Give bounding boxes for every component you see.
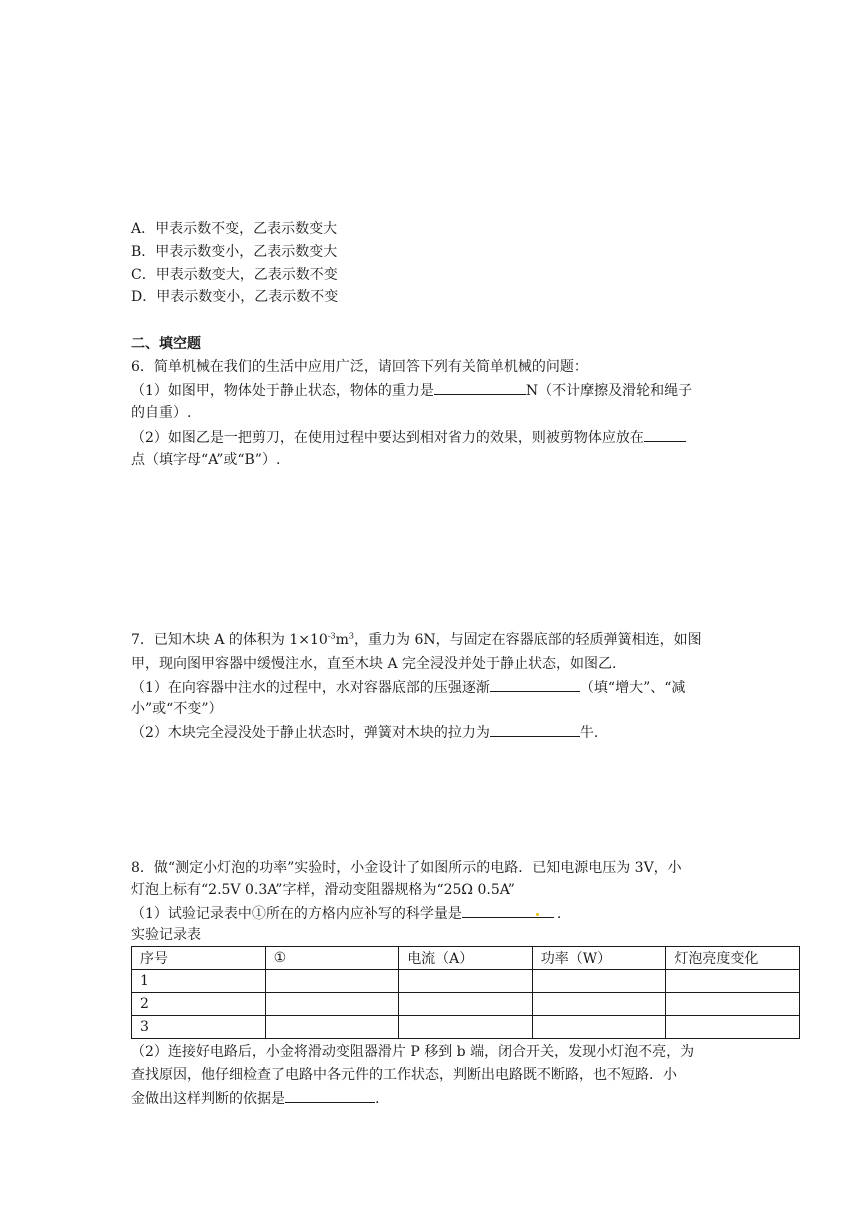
table-cell[interactable]: [399, 1016, 533, 1039]
table-cell[interactable]: [666, 970, 800, 993]
q8-part1-text: （1）试验记录表中①所在的方格内应补写的科学量是: [131, 906, 462, 922]
q7-part2-text-after: 牛.: [579, 725, 599, 741]
q8-part1-text-after: .: [556, 906, 562, 922]
table-cell[interactable]: [265, 1016, 399, 1039]
q8-part1: [131, 903, 561, 924]
q6-part2: [131, 427, 686, 448]
option-d: D．甲表示数变小，乙表示数不变: [131, 289, 339, 305]
q7-exp: -3: [327, 631, 336, 641]
section-title: 二、填空题: [131, 336, 201, 352]
q8-answer-blank-2[interactable]: [285, 1088, 375, 1103]
table-cell: 3: [132, 1016, 266, 1039]
table-cell[interactable]: [532, 970, 666, 993]
q8-answer-blank-1[interactable]: [462, 903, 554, 918]
table-cell[interactable]: [399, 970, 533, 993]
table-header-cell: 功率（W）: [532, 947, 666, 970]
q7-exp2: 3: [348, 631, 354, 641]
q6-answer-blank-1[interactable]: [434, 380, 526, 395]
table-cell[interactable]: [265, 993, 399, 1016]
table-cell: 2: [132, 993, 266, 1016]
table-row: [132, 970, 800, 993]
q7-text-a: 7．已知木块 A 的体积为 1×10: [131, 632, 328, 648]
table-cell[interactable]: [265, 970, 399, 993]
q7-part2-text: （2）木块完全浸没处于静止状态时，弹簧对木块的拉力为: [131, 725, 490, 741]
table-header-cell: 灯泡亮度变化: [666, 947, 800, 970]
q7-answer-blank-2[interactable]: [490, 722, 580, 737]
q6-part1-cont: 的自重）.: [131, 405, 192, 421]
q8-part2-line1: （2）连接好电路后，小金将滑动变阻器滑片 P 移到 b 端，闭合开关，发现小灯泡不亮，为: [131, 1044, 695, 1060]
q7-text-b: m: [335, 632, 349, 648]
q6-part2-text: （2）如图乙是一把剪刀，在使用过程中要达到相对省力的效果，则被剪物体应放在: [131, 430, 644, 446]
q6-answer-blank-2[interactable]: [644, 427, 686, 442]
q7-stem-line2: 甲，现向图甲容器中缓慢注水，直至木块 A 完全浸没并处于静止状态，如图乙.: [131, 656, 617, 672]
option-c: C．甲表示数变大，乙表示数不变: [131, 267, 338, 283]
table-cell[interactable]: [399, 993, 533, 1016]
q6-part2-cont: 点（填字母“A”或“B”）.: [131, 452, 281, 468]
q7-text-c: ，重力为 6N，与固定在容器底部的轻质弹簧相连，如图: [354, 632, 702, 648]
table-header-cell: ①: [265, 947, 399, 970]
q6-stem: 6．简单机械在我们的生活中应用广泛，请回答下列有关简单机械的问题：: [131, 359, 588, 375]
q8-part2-text: 金做出这样判断的依据是: [131, 1091, 285, 1107]
q7-part2: [131, 722, 598, 743]
q7-part1: [131, 677, 685, 698]
q8-part2-text-after: .: [375, 1091, 380, 1107]
q7-part1-text-after: （填“增大”、“减: [579, 680, 686, 696]
q8-stem-line2: 灯泡上标有“2.5V 0.3A”字样，滑动变阻器规格为“25Ω 0.5A”: [131, 882, 515, 898]
q8-stem-line1: 8．做“测定小灯泡的功率”实验时，小金设计了如图所示的电路．已知电源电压为 3V，小: [131, 860, 682, 876]
q8-part2-line3: [131, 1088, 379, 1109]
table-row: [132, 993, 800, 1016]
table-cell[interactable]: [666, 993, 800, 1016]
q6-part1-text-after: N（不计摩擦及滑轮和绳子: [525, 383, 693, 399]
experiment-record-table: [131, 946, 800, 1039]
yellow-dot-mark: [536, 913, 539, 916]
q6-part1: [131, 380, 692, 401]
table-header-cell: 电流（A）: [399, 947, 533, 970]
option-b: B．甲表示数变小，乙表示数变大: [131, 244, 338, 260]
q7-part1-cont: 小”或“不变”）: [131, 701, 223, 717]
q8-part2-line2: 查找原因，他仔细检查了电路中各元件的工作状态，判断出电路既不断路，也不短路．小: [131, 1067, 677, 1083]
table-cell[interactable]: [532, 1016, 666, 1039]
q7-stem-line1: [131, 630, 702, 650]
table-cell: 1: [132, 970, 266, 993]
q7-part1-text: （1）在向容器中注水的过程中，水对容器底部的压强逐渐: [131, 680, 490, 696]
q7-answer-blank-1[interactable]: [490, 677, 580, 692]
table-row: [132, 1016, 800, 1039]
table-header-cell: 序号: [132, 947, 266, 970]
table-cell[interactable]: [666, 1016, 800, 1039]
q6-part1-text: （1）如图甲，物体处于静止状态，物体的重力是: [131, 383, 434, 399]
table-title: 实验记录表: [131, 927, 201, 943]
table-header-row: [132, 947, 800, 970]
option-a: A．甲表示数不变，乙表示数变大: [131, 221, 338, 237]
table-cell[interactable]: [532, 993, 666, 1016]
